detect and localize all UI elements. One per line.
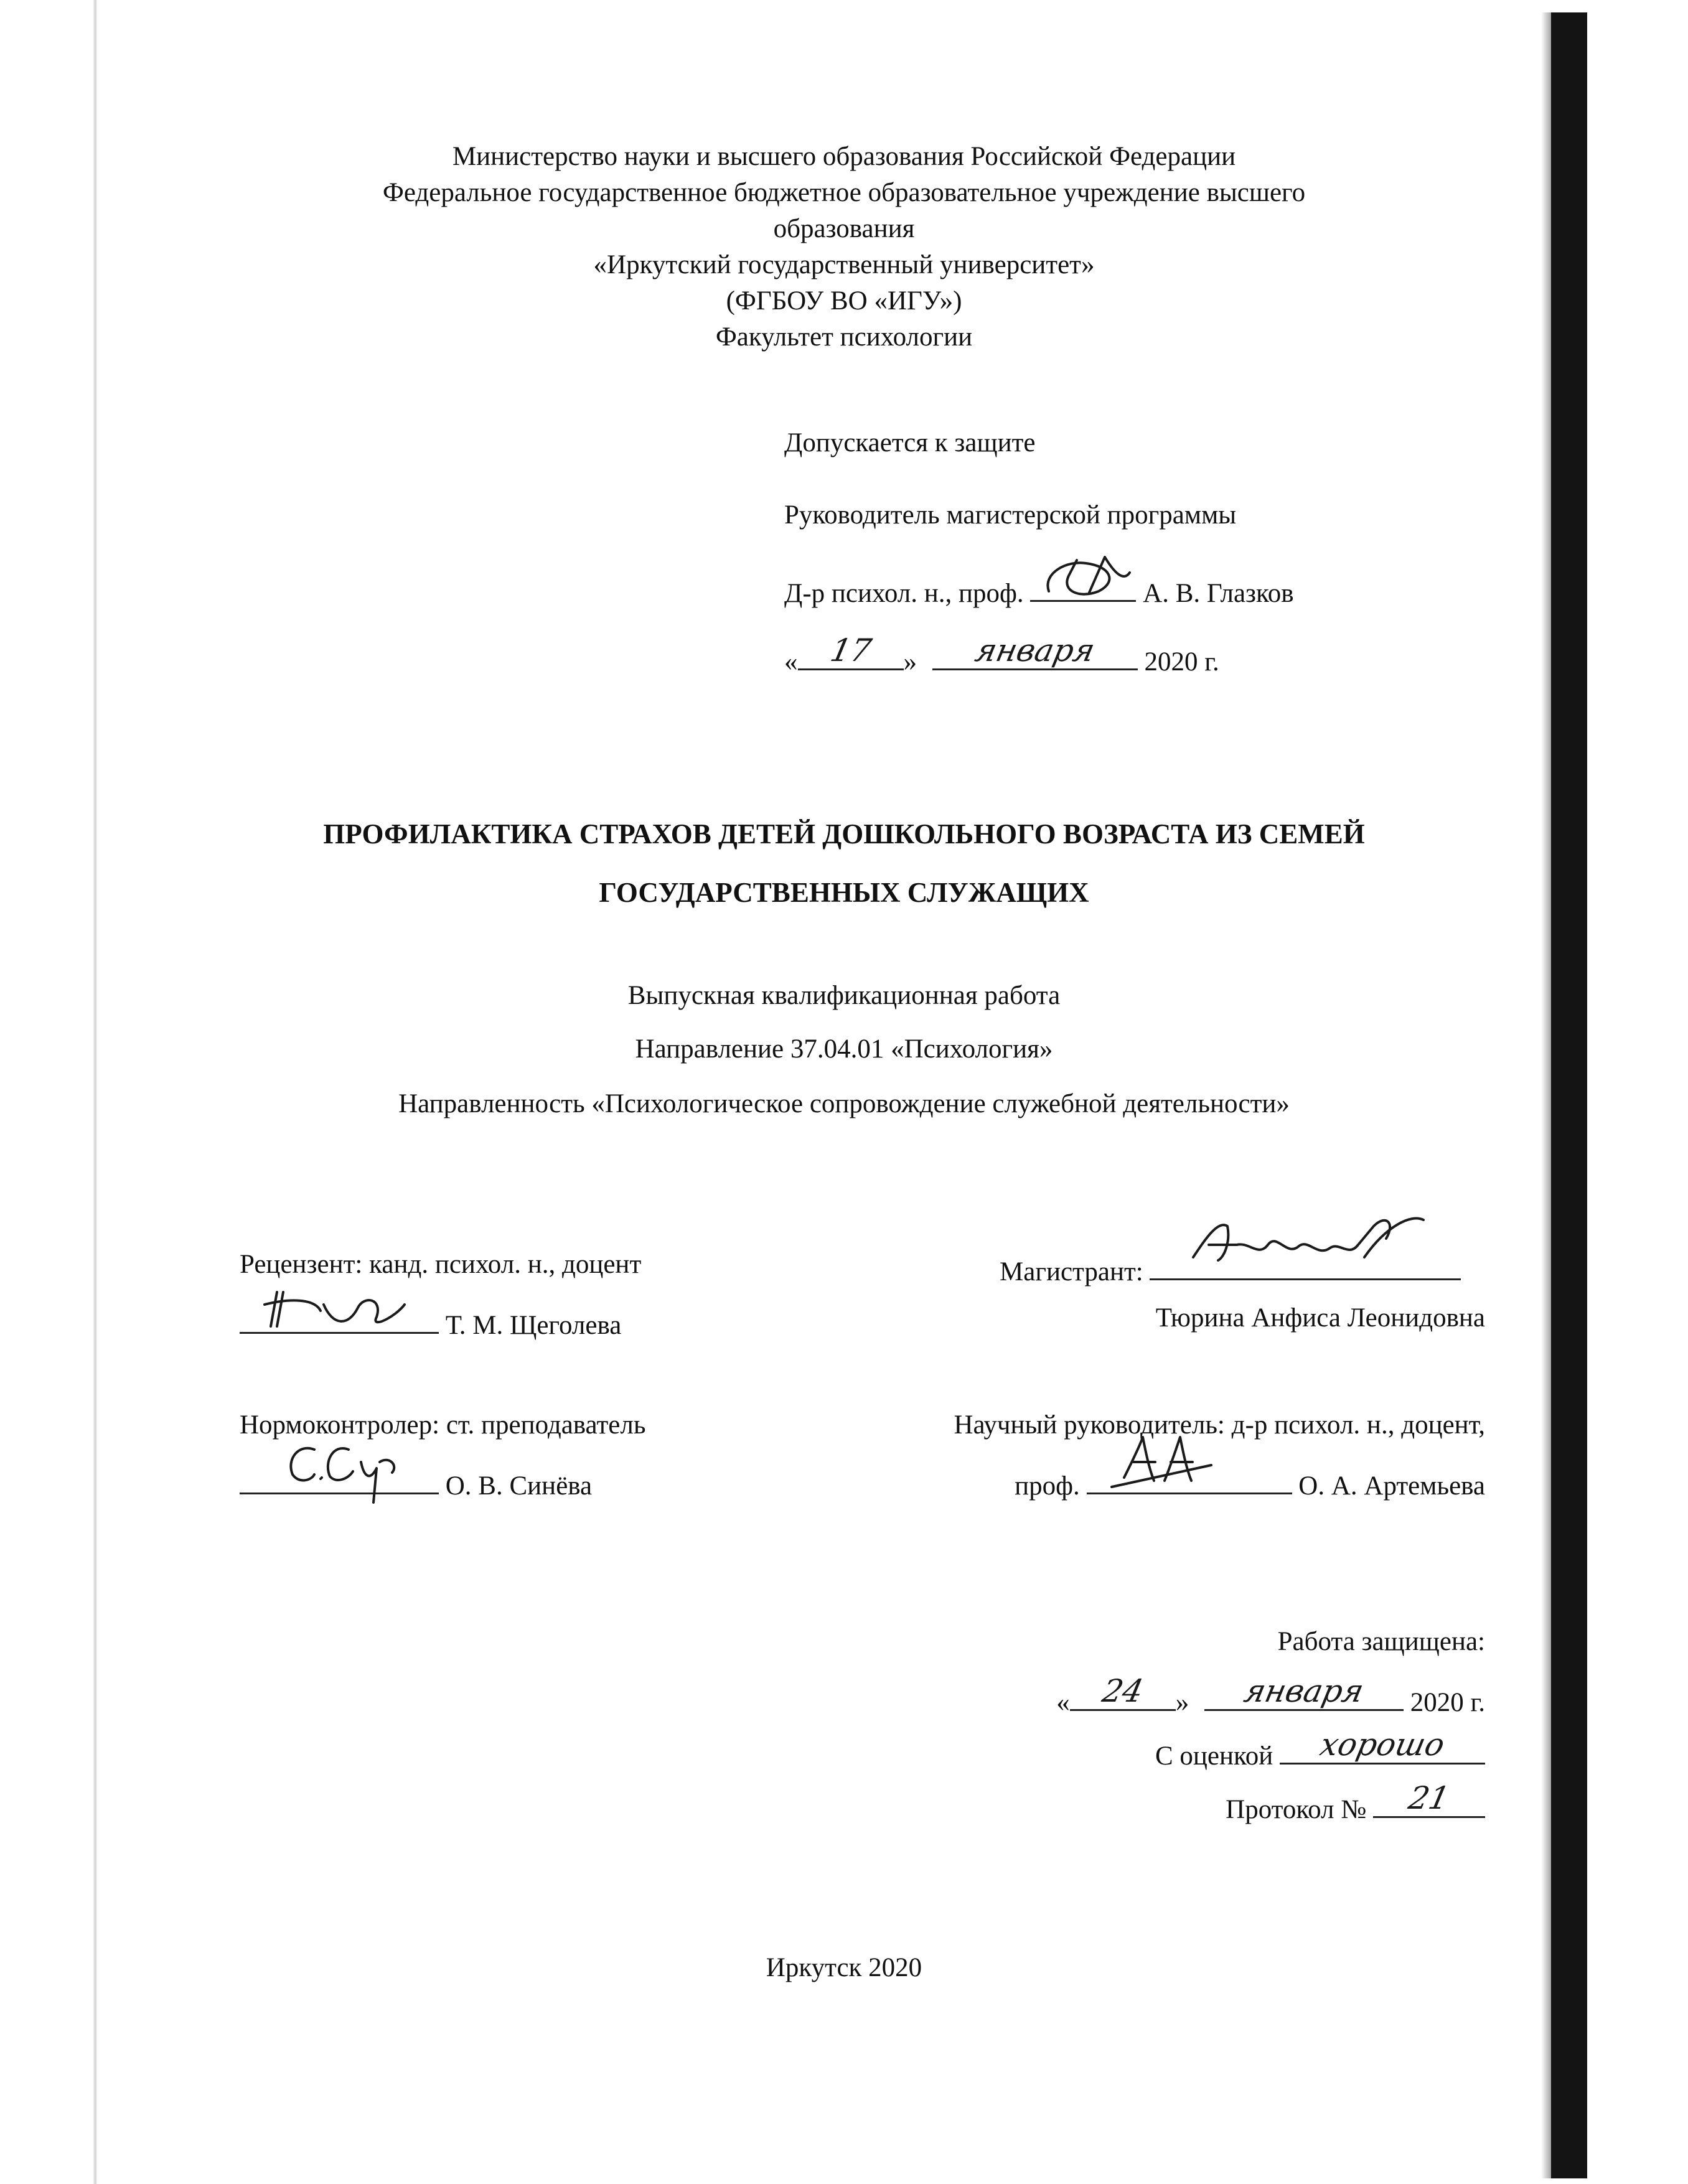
reviewer-label: Рецензент: канд. психол. н., доцент bbox=[240, 1250, 642, 1279]
approval-date-line: « 17 » января 2020 г. bbox=[784, 632, 1219, 677]
supervisor-line bbox=[813, 1465, 1485, 1499]
reviewer-name: Т. М. Щеголева bbox=[445, 1311, 622, 1340]
supervisor-name: О. А. Артемьева bbox=[1298, 1471, 1485, 1501]
program-head-name: А. В. Глазков bbox=[1143, 579, 1294, 608]
faculty-name: Факультет психологии bbox=[715, 322, 973, 352]
defense-day-field bbox=[1070, 1673, 1176, 1711]
norm-controller-name: О. В. Синёва bbox=[445, 1471, 593, 1501]
reviewer-line bbox=[240, 1305, 621, 1339]
defense-year: 2020 г. bbox=[1410, 1688, 1485, 1717]
approval-month: января bbox=[972, 632, 1098, 668]
protocol-field bbox=[1373, 1780, 1485, 1818]
grade-field bbox=[1280, 1727, 1485, 1765]
program-head-title: Д-р психол. н., проф. bbox=[784, 579, 1024, 608]
student-line bbox=[1000, 1251, 1461, 1285]
supervisor-label: Научный руководитель: д-р психол. н., доцент, bbox=[954, 1410, 1485, 1440]
thesis-title-line2: ГОСУДАРСТВЕННЫХ СЛУЖАЩИХ bbox=[599, 877, 1089, 908]
norm-controller-label: Нормоконтролер: ст. преподаватель bbox=[240, 1410, 646, 1440]
grade-line bbox=[813, 1727, 1485, 1771]
defense-date-line: « 24 » января 2020 г. bbox=[1056, 1673, 1485, 1717]
supervisor-signature bbox=[1087, 1428, 1292, 1496]
program-head-line bbox=[784, 573, 1294, 607]
defense-month-field bbox=[1204, 1673, 1404, 1711]
norm-controller-signature bbox=[240, 1434, 439, 1496]
admitted-to-defense: Допускается к защите bbox=[784, 428, 1036, 457]
program-head-signature-field bbox=[1030, 573, 1136, 602]
student-label: Магистрант: bbox=[1000, 1257, 1143, 1286]
student-name: Тюрина Анфиса Леонидовна bbox=[1155, 1303, 1485, 1333]
grade-label: С оценкой bbox=[1155, 1741, 1273, 1771]
protocol-label: Протокол № bbox=[1226, 1795, 1367, 1824]
protocol-line bbox=[813, 1780, 1485, 1824]
approval-month-field bbox=[932, 632, 1138, 670]
norm-controller-line bbox=[240, 1465, 592, 1499]
defense-label: Работа защищена: bbox=[1277, 1627, 1485, 1656]
university-abbr: (ФГБОУ ВО «ИГУ») bbox=[726, 286, 962, 316]
thesis-title-line1: ПРОФИЛАКТИКА СТРАХОВ ДЕТЕЙ ДОШКОЛЬНОГО ВОЗРАСТА ИЗ СЕМЕЙ bbox=[323, 818, 1365, 850]
student-signature bbox=[1150, 1214, 1461, 1282]
grade-value: хорошо bbox=[1316, 1727, 1448, 1763]
supervisor-prefix: проф. bbox=[1015, 1471, 1080, 1501]
supervisor-signature-field bbox=[1087, 1465, 1292, 1494]
defense-day: 24 bbox=[1099, 1673, 1146, 1709]
approval-day-field bbox=[798, 632, 904, 670]
city-year: Иркутск 2020 bbox=[766, 1953, 922, 1982]
student-signature-field bbox=[1150, 1251, 1461, 1280]
reviewer-signature-field bbox=[240, 1305, 439, 1334]
norm-controller-signature-field bbox=[240, 1465, 439, 1494]
work-type: Выпускная квалификационная работа bbox=[627, 981, 1061, 1010]
ministry-line: Министерство науки и высшего образования Российской Федерации bbox=[452, 142, 1236, 171]
institution-line-cont: образования bbox=[773, 214, 915, 243]
protocol-number: 21 bbox=[1405, 1780, 1453, 1816]
study-focus: Направленность «Психологическое сопровождение служебной деятельности» bbox=[398, 1089, 1290, 1118]
program-head-signature bbox=[1030, 548, 1136, 604]
university-name: «Иркутский государственный университет» bbox=[593, 250, 1095, 279]
reviewer-signature bbox=[240, 1280, 439, 1336]
program-head-role: Руководитель магистерской программы bbox=[784, 500, 1237, 530]
approval-year: 2020 г. bbox=[1144, 647, 1219, 677]
institution-line: Федеральное государственное бюджетное образовательное учреждение высшего bbox=[382, 178, 1306, 207]
approval-day: 17 bbox=[827, 632, 874, 668]
defense-month: января bbox=[1240, 1673, 1367, 1709]
study-direction: Направление 37.04.01 «Психология» bbox=[635, 1034, 1053, 1064]
